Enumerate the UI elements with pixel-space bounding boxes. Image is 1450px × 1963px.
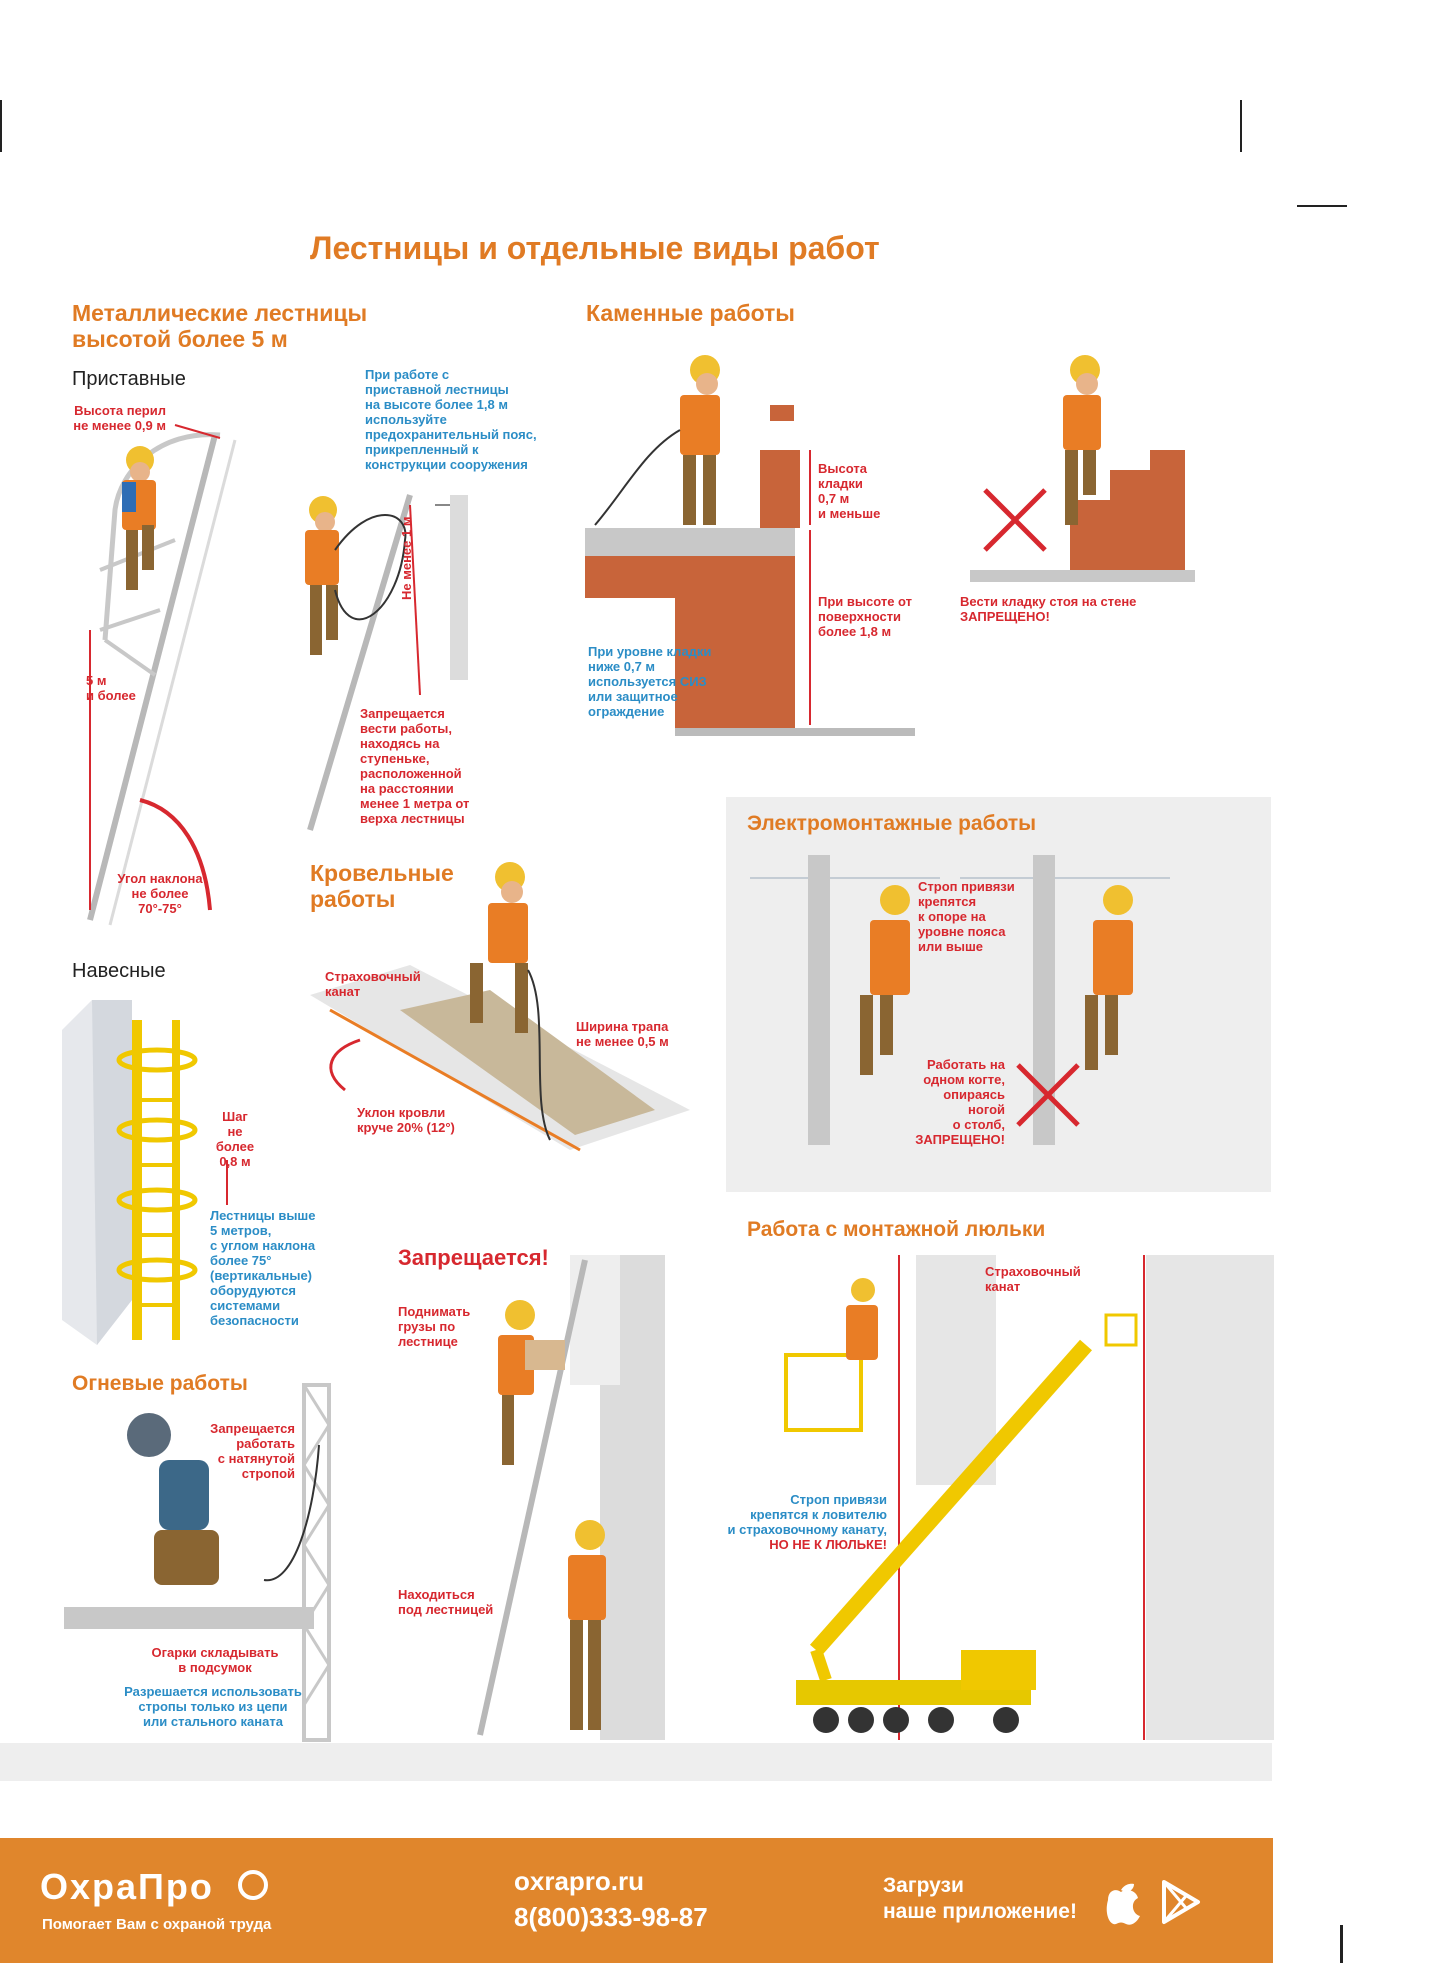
forbidden-under-l2: под лестницей xyxy=(398,1601,494,1617)
masonry-ppe-l3: используется СИЗ xyxy=(588,673,707,689)
roof-slope-l2: круче 20% (12°) xyxy=(357,1119,455,1135)
step-note-l2: не более xyxy=(215,1123,255,1154)
belt-note-l2: приставной лестницы xyxy=(365,381,509,397)
masonry-height-note xyxy=(818,462,880,522)
height-5m-note xyxy=(86,674,136,704)
bottom-band xyxy=(0,1743,1272,1781)
cradle-title: Работа с монтажной люльки xyxy=(747,1218,1046,1241)
cradle-sling-l3: и страховочному канату, xyxy=(727,1521,887,1537)
masonry-surface-note xyxy=(818,595,912,640)
crop-mark-left xyxy=(0,100,2,152)
metal-ladders-title xyxy=(72,300,367,353)
cradle-rope-l2: канат xyxy=(985,1278,1021,1294)
ladder-with-rails-illustration xyxy=(60,410,250,930)
masonry-ppe-l4: или защитное xyxy=(588,688,678,704)
electric-claw-note xyxy=(905,1058,1005,1148)
footer-logo[interactable]: ОхраПро xyxy=(40,1866,214,1907)
masonry-forbidden-l2: ЗАПРЕЩЕНО! xyxy=(960,608,1050,624)
height-note-l1: 5 м xyxy=(86,673,107,688)
top-forbidden-l5: расположенной xyxy=(360,765,462,781)
roof-rope-l1: Страховочный xyxy=(325,969,421,984)
angle-note xyxy=(108,872,212,917)
belt-note-l7: конструкции сооружения xyxy=(365,456,528,472)
electric-sling-note xyxy=(918,880,1015,955)
masonry-surface-l1: При высоте от xyxy=(818,594,913,609)
pristavnye-label: Приставные xyxy=(72,368,186,390)
masonry-height-l2: кладки xyxy=(818,475,863,491)
roof-slope-l1: Уклон кровли xyxy=(357,1105,446,1120)
navesnye-label: Навесные xyxy=(72,960,166,982)
forbidden-lift-l3: лестнице xyxy=(398,1333,458,1349)
cradle-rope-note xyxy=(985,1265,1081,1295)
footer xyxy=(0,1838,1273,1963)
angle-note-l1: Угол наклона xyxy=(117,871,203,886)
footer-site[interactable]: oxrapro.ru xyxy=(514,1866,645,1896)
logo-lightbulb-icon xyxy=(238,1870,268,1900)
top-forbidden-l1: Запрещается xyxy=(360,706,445,721)
electric-sling-l3: к опоре на xyxy=(918,908,986,924)
apple-icon[interactable] xyxy=(1100,1878,1142,1926)
cage-ladder-illustration xyxy=(62,1000,212,1350)
masonry-forbidden-illustration xyxy=(960,350,1200,590)
belt-note xyxy=(365,368,537,473)
top-forbidden-l3: находясь на xyxy=(360,735,440,751)
cradle-sling-note xyxy=(727,1493,887,1553)
google-play-icon[interactable] xyxy=(1160,1880,1202,1924)
fire-tight-note xyxy=(205,1422,295,1482)
roof-title-l1: Кровельные xyxy=(310,860,454,886)
top-forbidden-l7: менее 1 метра от xyxy=(360,795,470,811)
roof-width-l2: не менее 0,5 м xyxy=(576,1033,669,1049)
metal-title-line1: Металлические лестницы xyxy=(72,300,368,326)
fire-butts-l2: в подсумок xyxy=(178,1659,252,1675)
footer-tagline: Помогает Вам с охраной труда xyxy=(42,1916,272,1933)
forbidden-under-l1: Находиться xyxy=(398,1587,475,1602)
masonry-title: Каменные работы xyxy=(586,300,795,326)
cage-note-l8: безопасности xyxy=(210,1312,299,1328)
height-note-l2: и более xyxy=(86,687,136,703)
forbidden-lift-l2: грузы по xyxy=(398,1318,456,1334)
roof-width-l1: Ширина трапа xyxy=(576,1019,669,1034)
fire-tight-l3: с натянутой xyxy=(217,1450,295,1466)
masonry-surface-l3: более 1,8 м xyxy=(818,623,892,639)
electric-title: Электромонтажные работы xyxy=(747,812,1037,835)
masonry-forbidden-note xyxy=(960,595,1136,625)
fire-chain-l2: стропы только из цепи xyxy=(138,1698,288,1714)
min-1m-note: Не менее 1 м xyxy=(399,516,414,600)
masonry-height-l3: 0,7 м xyxy=(818,490,850,506)
forbidden-title: Запрещается! xyxy=(398,1245,549,1270)
cradle-sling-l1: Строп привязи xyxy=(790,1492,887,1507)
cradle-not-cradle: НО НЕ К ЛЮЛЬКЕ! xyxy=(769,1536,887,1552)
top-forbidden-l2: вести работы, xyxy=(360,720,452,736)
belt-note-l3: на высоте более 1,8 м xyxy=(365,396,508,412)
cage-note-l5: (вертикальные) xyxy=(210,1267,313,1283)
rail-note-l2: не менее 0,9 м xyxy=(73,417,166,433)
footer-app-text xyxy=(883,1873,1077,1926)
cradle-rope-l1: Страховочный xyxy=(985,1264,1081,1279)
fire-butts-l1: Огарки складывать xyxy=(151,1645,279,1660)
electric-claw-l2: одном когте, xyxy=(923,1071,1005,1087)
belt-note-l1: При работе с xyxy=(365,367,450,382)
electric-sling-l2: крепятся xyxy=(918,893,977,909)
fire-chain-l1: Разрешается использовать xyxy=(124,1684,302,1699)
fire-title: Огневые работы xyxy=(72,1372,248,1395)
cage-note-l2: 5 метров, xyxy=(210,1222,272,1238)
roof-slope-note xyxy=(357,1106,455,1136)
angle-note-l2: не более xyxy=(131,885,189,901)
cradle-sling-l2: крепятся к ловителю xyxy=(750,1506,887,1522)
roof-width-note xyxy=(576,1020,669,1050)
fire-tight-l1: Запрещается xyxy=(210,1421,295,1436)
forbidden-illustration xyxy=(470,1255,700,1745)
cage-note-l7: системами xyxy=(210,1297,281,1313)
cage-note xyxy=(210,1209,316,1329)
footer-phone[interactable]: 8(800)333-98-87 xyxy=(514,1902,708,1932)
belt-note-l5: предохранительный пояс, xyxy=(365,426,537,442)
top-forbidden-l4: ступеньке, xyxy=(360,750,430,766)
masonry-surface-l2: поверхности xyxy=(818,608,902,624)
forbidden-lift-l1: Поднимать xyxy=(398,1304,471,1319)
top-forbidden-l6: на расстоянии xyxy=(360,780,454,796)
roof-rope-l2: канат xyxy=(325,983,361,999)
metal-title-line2: высотой более 5 м xyxy=(72,326,288,353)
electric-sling-l1: Строп привязи xyxy=(918,879,1015,894)
step-note-l1: Шаг xyxy=(222,1109,248,1124)
masonry-ppe-l1: При уровне кладки xyxy=(588,644,712,659)
top-forbidden-l8: верха лестницы xyxy=(360,810,465,826)
electric-sling-l4: уровне пояса xyxy=(918,923,1006,939)
belt-note-l4: используйте xyxy=(365,411,447,427)
top-forbidden-note xyxy=(360,707,469,827)
forbidden-lift-note xyxy=(398,1305,470,1350)
step-note-l3: 0,8 м xyxy=(219,1153,251,1169)
page-title: Лестницы и отдельные виды работ xyxy=(310,230,880,266)
footer-app-l1: Загрузи xyxy=(883,1874,964,1897)
cage-note-l3: с углом наклона xyxy=(210,1237,316,1253)
masonry-height-l1: Высота xyxy=(818,461,867,476)
forbidden-under-note xyxy=(398,1588,493,1618)
cage-note-l1: Лестницы выше xyxy=(210,1208,316,1223)
footer-app-l2: наше приложение! xyxy=(883,1900,1077,1924)
roof-title-l2: работы xyxy=(310,886,396,913)
angle-note-l3: 70°-75° xyxy=(138,900,182,916)
electric-claw-l3: опираясь ногой xyxy=(943,1086,1005,1117)
electric-claw-l4: о столб, xyxy=(952,1116,1005,1132)
fire-chain-l3: или стального каната xyxy=(143,1713,283,1729)
rail-note-l1: Высота перил xyxy=(74,403,166,418)
masonry-ppe-note xyxy=(588,645,711,720)
fire-tight-l2: работать xyxy=(236,1435,295,1451)
crop-mark-right xyxy=(1240,100,1242,152)
cage-note-l4: более 75° xyxy=(210,1252,272,1268)
masonry-height-l4: и меньше xyxy=(818,505,881,521)
electric-sling-l5: или выше xyxy=(918,938,984,954)
crop-mark-top-right xyxy=(1297,205,1347,207)
electric-claw-l1: Работать на xyxy=(926,1057,1005,1072)
electric-claw-l5: ЗАПРЕЩЕНО! xyxy=(915,1131,1005,1147)
cage-note-l6: оборудуются xyxy=(210,1282,297,1298)
belt-note-l6: прикрепленный к xyxy=(365,441,479,457)
roof-rope-note xyxy=(325,970,421,1000)
fire-tight-l4: стропой xyxy=(241,1465,295,1481)
crop-mark-bottom-right xyxy=(1340,1925,1343,1963)
masonry-forbidden-l1: Вести кладку стоя на стене xyxy=(960,594,1137,609)
masonry-ppe-l2: ниже 0,7 м xyxy=(588,658,656,674)
fire-chain-note xyxy=(98,1685,328,1730)
step-note xyxy=(210,1110,260,1170)
fire-butts-note xyxy=(120,1646,310,1676)
masonry-ppe-l5: ограждение xyxy=(588,703,665,719)
